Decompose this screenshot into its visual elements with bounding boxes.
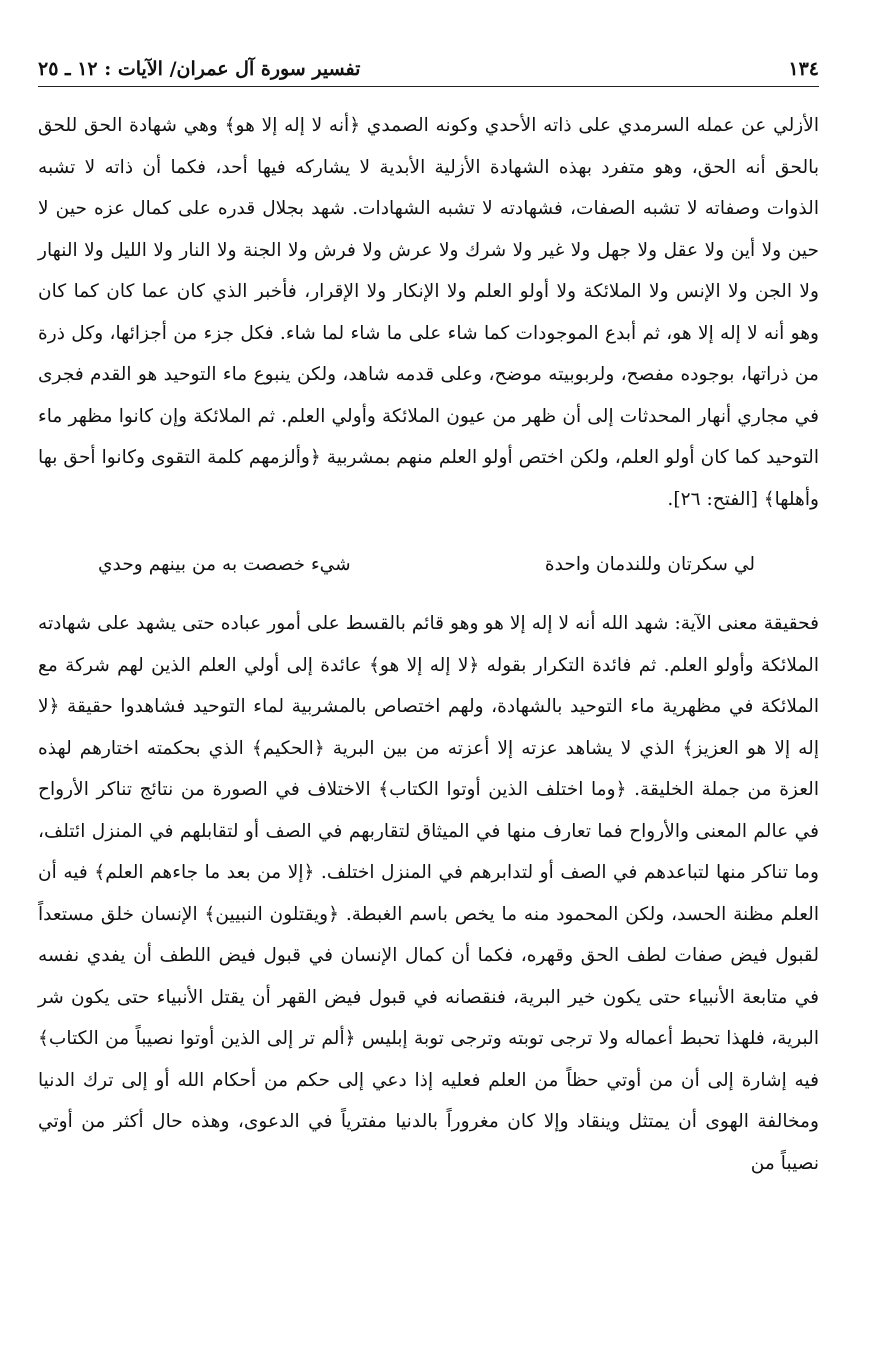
book-page (38, 58, 819, 1184)
verse-first-hemistich: لي سكرتان وللندمان واحدة (544, 554, 755, 575)
page-number: ١٣٤ (788, 58, 819, 80)
body-paragraph-2 (38, 603, 819, 1184)
body-paragraph-1 (38, 105, 819, 520)
poetry-verse (98, 554, 755, 575)
verse-second-hemistich: شيء خصصت به من بينهم وحدي (98, 554, 351, 575)
page-header (38, 58, 819, 87)
running-title: تفسير سورة آل عمران/ الآيات : ١٢ ـ ٢٥ (38, 58, 361, 80)
paragraph-text: الأزلي عن عمله السرمدي على ذاته الأحدي وكونه الصمدي ﴿أنه لا إله إلا هو﴾ وهي شهادة الحق للحق بالحق أنه الحق، وهو متفرد بهذه الشهادة الأزلية الأبدية لا يشاركه فيها أحد، فكما أن ذاته لا تشبه الذوات وصفاته لا تشبه الصفات، فشهادته لا تشبه الشهادات. شهد بجلال قدره على كمال عزه حين لا حين ولا أين ولا عقل ولا جهل ولا غير ولا شرك ولا عرش ولا فرش ولا الجنة ولا النار ولا الليل ولا النهار ولا الجن ولا الإنس ولا الملائكة ولا أولو العلم ولا الإنكار ولا الإقرار، فأخبر الذي كان عما كان كما كان وهو أنه لا إله إلا هو، ثم أبدع الموجودات كما شاء على ما شاء لما شاء. فكل جزء من أجزائها، وكل ذرة من ذراتها، بوجوده مفصح، ولربوبيته موضح، وعلى قدمه شاهد، ولكن ينبوع ماء التوحيد هو القدم فجرى في مجاري أنهار المحدثات إلى أن ظهر من عيون الملائكة وأولي العلم. ثم الملائكة وإن كانوا مظهر ماء التوحيد كما كان أولو العلم، ولكن اختص أولو العلم منهم بمشربية ﴿وألزمهم كلمة التقوى وكانوا أحق بها وأهلها﴾ [الفتح: ٢٦]. (38, 115, 819, 510)
paragraph-text: فحقيقة معنى الآية: شهد الله أنه لا إله إلا هو وهو قائم بالقسط على أمور عباده حتى يشهد على شهادته الملائكة وأولو العلم. ثم فائدة التكرار بقوله ﴿لا إله إلا هو﴾ عائدة إلى أولي العلم الذين لهم شركة مع الملائكة في مظهرية ماء التوحيد بالشهادة، ولهم اختصاص بالمشربية لماء التوحيد فشاهدوا حقيقة ﴿لا إله إلا هو العزيز﴾ الذي لا يشاهد عزته إلا أعزته من بين البرية ﴿الحكيم﴾ الذي بحكمته اختارهم لهذه العزة من جملة الخليقة. ﴿وما اختلف الذين أوتوا الكتاب﴾ الاختلاف في الصورة من نتائج تناكر الأرواح في عالم المعنى والأرواح فما تعارف منها في الميثاق لتقاربهم في الصف أو لتقابلهم في المنزل ائتلف، وما تناكر منها لتباعدهم في الصف أو لتدابرهم في المنزل اختلف. ﴿إلا من بعد ما جاءهم العلم﴾ فيه أن العلم مظنة الحسد، ولكن المحمود منه ما يخص باسم الغبطة. ﴿ويقتلون النبيين﴾ الإنسان خلق مستعداً لقبول فيض صفات لطف الحق وقهره، فكما أن كمال الإنسان في قبول فيض اللطف أن يفدي نفسه في متابعة الأنبياء حتى يكون خير البرية، فنقصانه في قبول فيض القهر أن يقتل الأنبياء حتى يكون شر البرية، فلهذا تحبط أعماله ولا ترجى توبته وترجى توبة إبليس ﴿ألم تر إلى الذين أوتوا نصيباً من الكتاب﴾ فيه إشارة إلى أن من أوتي حظاً من العلم فعليه إذا دعي إلى حكم من أحكام الله أو إلى ترك الدنيا ومخالفة الهوى أن يمتثل وينقاد وإلا كان مغروراً بالدنيا مفترياً في الدعوى، وهذه حال أكثر من أوتي نصيباً من (38, 613, 819, 1174)
